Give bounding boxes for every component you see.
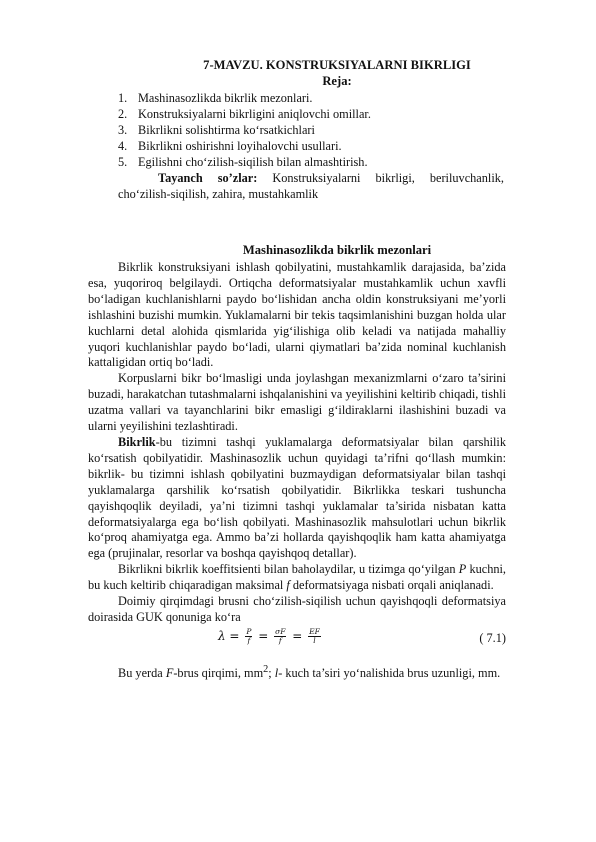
list-item (118, 139, 371, 155)
paragraph-text: -brus qirqimi, mm (173, 665, 264, 680)
list-item (118, 107, 371, 123)
keywords-block (118, 171, 504, 203)
paragraph-text: -bu tizimni tashqi yuklamalarga deformatsiyalar bilan qarshilik ko‘rsatish qobilyatidir. Mashinasozlik uchun quyidagi ta’rifni qo‘llash mumkin: bikrlik- bu tizimni ishlash qobilyatini buzmaydigan deformatsiyalar bilan tashqi yuklamalarga qarshilik ko‘rsatish qobilyatidir. Bikrlikka teskari tushuncha qayishqoqlik deyiladi, ya’ni tizimni tashqi yuklamalar ta’sirida nisbatan katta deformatsiyalarga ega bo‘lish qobilyati. Mashinasozlik mahsulotlari uchun bikrlik ko‘proq ahamiyatga ega. Ammo ba’zi hollarda qayishqoqlik ham katta ahamiyatga ega (prujinalar, resorlar va boshqa qayishqoq detallar). (88, 434, 506, 561)
equals-sign: = (292, 628, 303, 643)
fraction-denominator: f (247, 635, 251, 645)
symbol-P: P (458, 562, 467, 577)
keywords-label-b: so’zlar: (217, 171, 258, 185)
formula-lhs: λ = (218, 628, 240, 643)
paragraph-text: ; (268, 665, 275, 680)
paragraph-text: Bikrlikni bikrlik koeffitsienti bilan baholaydilar, u tizimga qo‘yilgan (118, 562, 459, 577)
fraction (308, 628, 321, 645)
symbol-l: l (274, 665, 279, 680)
fraction-denominator: l (313, 635, 316, 645)
plan-heading: Reja: (322, 74, 352, 88)
list-text: Bikrlikni oshirishni loyihalovchi usullari. (138, 139, 342, 153)
list-number: 5. (118, 155, 128, 169)
term-bold: Bikrlik (118, 434, 156, 449)
list-item (118, 155, 371, 171)
list-text: Konstruksiyalarni bikrligini aniqlovchi omillar. (138, 107, 371, 121)
paragraph-text: deformatsiyaga nisbati orqali aniqlanadi. (289, 578, 494, 593)
body-text (88, 260, 506, 682)
formula (218, 628, 323, 645)
list-text: Egilishni cho‘zilish-siqilish bilan almashtirish. (138, 155, 368, 169)
list-number: 1. (118, 91, 128, 105)
fraction-numerator: σF (275, 626, 286, 636)
equals-sign: = (258, 628, 269, 643)
list-number: 2. (118, 107, 128, 121)
fraction-numerator: EF (309, 626, 320, 636)
paragraph-text: - kuch ta’siri yo‘nalishida brus uzunligi, mm. (278, 665, 501, 680)
symbol-f: f (286, 578, 290, 593)
section-heading: Mashinasozlikda bikrlik mezonlari (242, 243, 432, 257)
list-text: Bikrlikni solishtirma ko‘rsatkichlari (138, 123, 315, 137)
keyword: bikrligi, (375, 171, 415, 185)
paragraph (88, 662, 506, 682)
keywords-line-2: cho‘zilish-siqilish, zahira, mustahkamlik (118, 186, 319, 201)
paragraph (88, 562, 506, 594)
keyword: Konstruksiyalarni (272, 171, 361, 185)
paragraph-text: kuchni, bu kuch keltirib chiqaradigan maksimal (88, 562, 506, 593)
equation-7-1 (88, 628, 506, 650)
list-item (118, 91, 371, 107)
list-text: Mashinasozlikda bikrlik mezonlari. (138, 91, 313, 105)
paragraph: Bikrlik konstruksiyani ishlash qobilyatini, mustahkamlik darajasida, ba’zida esa, yuqoriroq belgilaydi. Ortiqcha deformatsiyalar mustahkamlik uchun xavfli bo‘ladigan kuchlanishlarni paydo bo‘lishidan ancha oldin konstruksiyani me’yorli ishlashini buzishi mumkin. Yuklamalarni bir tekis taqsimlanishini buzgan holda ular kuchlarni detal alohida qismlarida yig‘ilishiga olib keladi va natijada mahalliy yuqori kuchlanishlar paydo bo‘ladi, ularni qiymatlari ba’zida nominal kuchlanish kattaligidan ortiq bo‘ladi. (88, 260, 506, 370)
superscript: 2 (263, 663, 269, 675)
list-item (118, 123, 371, 139)
keywords-label-a: Tayanch (158, 171, 203, 185)
fraction (245, 628, 252, 645)
list-number: 4. (118, 139, 128, 153)
keyword: beriluvchanlik, (429, 171, 504, 185)
paragraph: Doimiy qirqimdagi brusni cho‘zilish-siqilish uchun qayishqoqli deformatsiya doirasida GUK qonuniga ko‘ra (88, 594, 506, 624)
fraction-numerator: P (246, 626, 252, 636)
paragraph-text: Bu yerda (118, 665, 166, 680)
plan-list (118, 91, 371, 171)
page-title: 7-MAVZU. KONSTRUKSIYALARNI BIKRLIGI (203, 58, 471, 72)
list-number: 3. (118, 123, 128, 137)
equation-number: ( 7.1) (479, 630, 506, 645)
fraction-denominator: f (278, 635, 282, 645)
symbol-F: F (165, 665, 174, 680)
paragraph: Korpuslarni bikr bo‘lmasligi unda joylashgan mexanizmlarni o‘zaro ta’sirini buzadi, harakatchan tutashmalarni ishqalanishini va yeyilishini keltirib chiqadi, tishli uzatma vallari va tayanchlarini bikr emasligi g‘ildiraklarni ilashishini buzadi va ularni yeyilishini tezlashtiradi. (88, 371, 506, 434)
paragraph (88, 435, 506, 562)
fraction (274, 628, 286, 645)
